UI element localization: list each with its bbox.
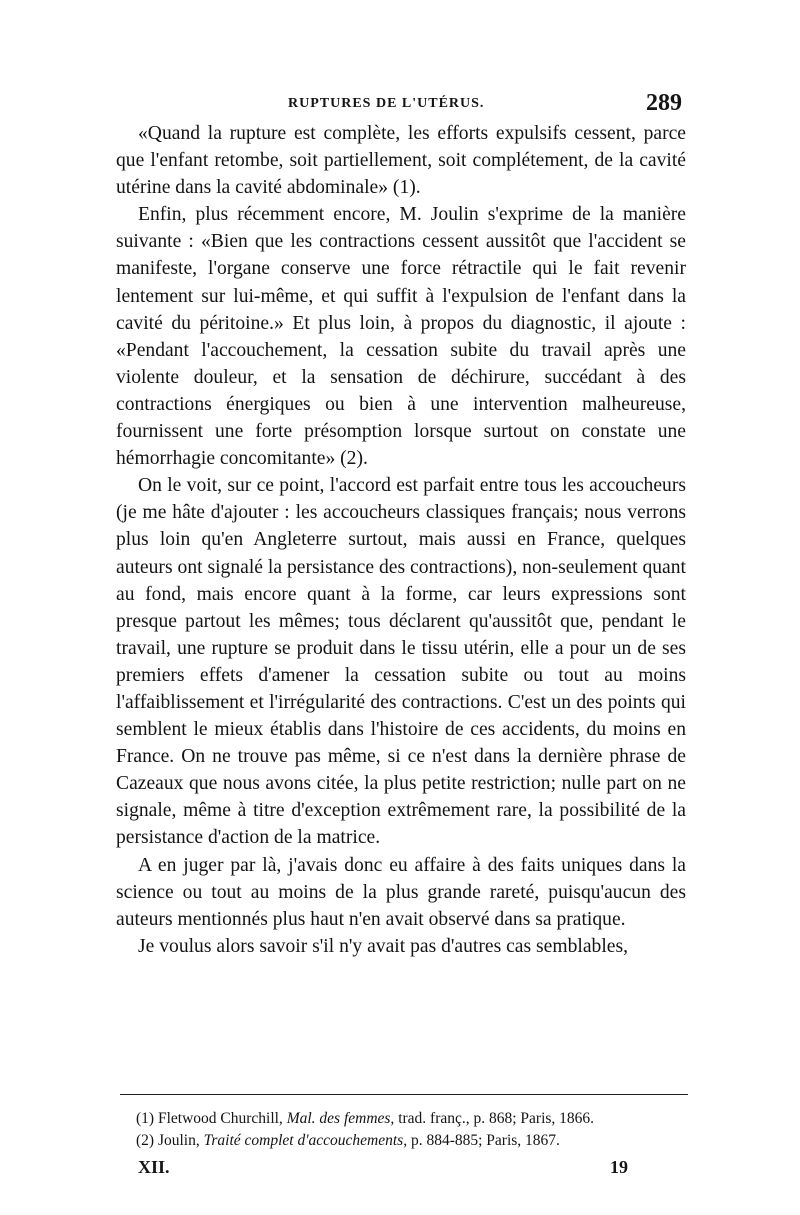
paragraph: Je voulus alors savoir s'il n'y avait pas d'autres cas semblables, xyxy=(138,935,628,957)
footnote-author: Joulin, xyxy=(157,1132,200,1149)
paragraph: On le voit, sur ce point, l'accord est parfait entre tous les accoucheurs (je me hâte d'ajouter : les accoucheurs classiques français; nous verrons plus loin qu'en Angleterre surtout, mais aussi en France, quelques auteurs ont signalé la persistance des contractions), non-seulement quant au fond, mais encore quant à la forme, car leurs expressions sont presque partout les mêmes; tous déclarent qu'aussitôt que, pendant le travail, une rupture se produit dans le tissu utérin, elle a pour un de ses premiers effets d'amener la cessation subite ou tout au moins l'affaiblissement et l'irrégularité des contractions. C'est un des points qui semblent le mieux établis dans l'histoire de ces accidents, du moins en France. On ne trouve pas même, si ce n'est dans la dernière phrase de Cazeaux que nous avons citée, la plus petite restriction; nulle part on ne signale, même à titre d'exception extrêmement rare, la possibilité de la persistance d'action de la matrice. xyxy=(116,475,686,849)
printer-signature xyxy=(138,1157,628,1183)
running-title: RUPTURES DE L'UTÉRUS. xyxy=(288,96,485,111)
footnote-work-title: Traité complet d'accouchements, xyxy=(203,1132,408,1149)
paragraph: A en juger par là, j'avais donc eu affaire à des faits uniques dans la science ou tout au moins de la plus grande rareté, puisqu'aucun des auteurs mentionnés plus haut n'en avait observé dans sa pratique. xyxy=(116,854,686,930)
footnote-author: Fletwood Churchill, xyxy=(157,1110,283,1127)
paragraph: Enfin, plus récemment encore, M. Joulin s'exprime de la manière suivante : «Bien que les contractions cessent aussitôt que l'accident se manifeste, l'organe conserve une force rétractile qui le fait revenir lentement sur lui-même, et qui suffit à l'expulsion de l'enfant dans la cavité du péritoine.» Et plus loin, à propos du diagnostic, il ajoute : «Pendant l'accouchement, la cessation subite du travail après une violente douleur, et la sensation de déchirure, succédant à des contractions énergiques ou bien à une intervention malheureuse, fournissent une forte présomption lorsque surtout on constate une hémorrhagie concomitante» (2). xyxy=(116,204,686,470)
footnote xyxy=(136,1130,686,1152)
footnote-reference: p. 884-885; Paris, 1867. xyxy=(410,1132,560,1149)
footnote xyxy=(136,1108,686,1130)
footnotes xyxy=(136,1108,686,1152)
sheet-number: 19 xyxy=(610,1157,628,1177)
footnote-separator xyxy=(120,1094,688,1095)
footnote-work-title: Mal. des femmes, xyxy=(286,1110,395,1127)
page-number: 289 xyxy=(646,90,682,116)
footnote-marker: (2) xyxy=(136,1132,155,1149)
volume-mark: XII. xyxy=(138,1157,170,1177)
footnote-marker: (1) xyxy=(136,1110,155,1127)
body-text xyxy=(116,120,686,960)
footnote-reference: trad. franç., p. 868; Paris, 1866. xyxy=(398,1110,595,1127)
running-header xyxy=(116,92,682,118)
paragraph: «Quand la rupture est complète, les efforts expulsifs cessent, parce que l'enfant retombe, soit partiellement, soit complétement, de la cavité utérine dans la cavité abdominale» (1). xyxy=(116,123,686,199)
